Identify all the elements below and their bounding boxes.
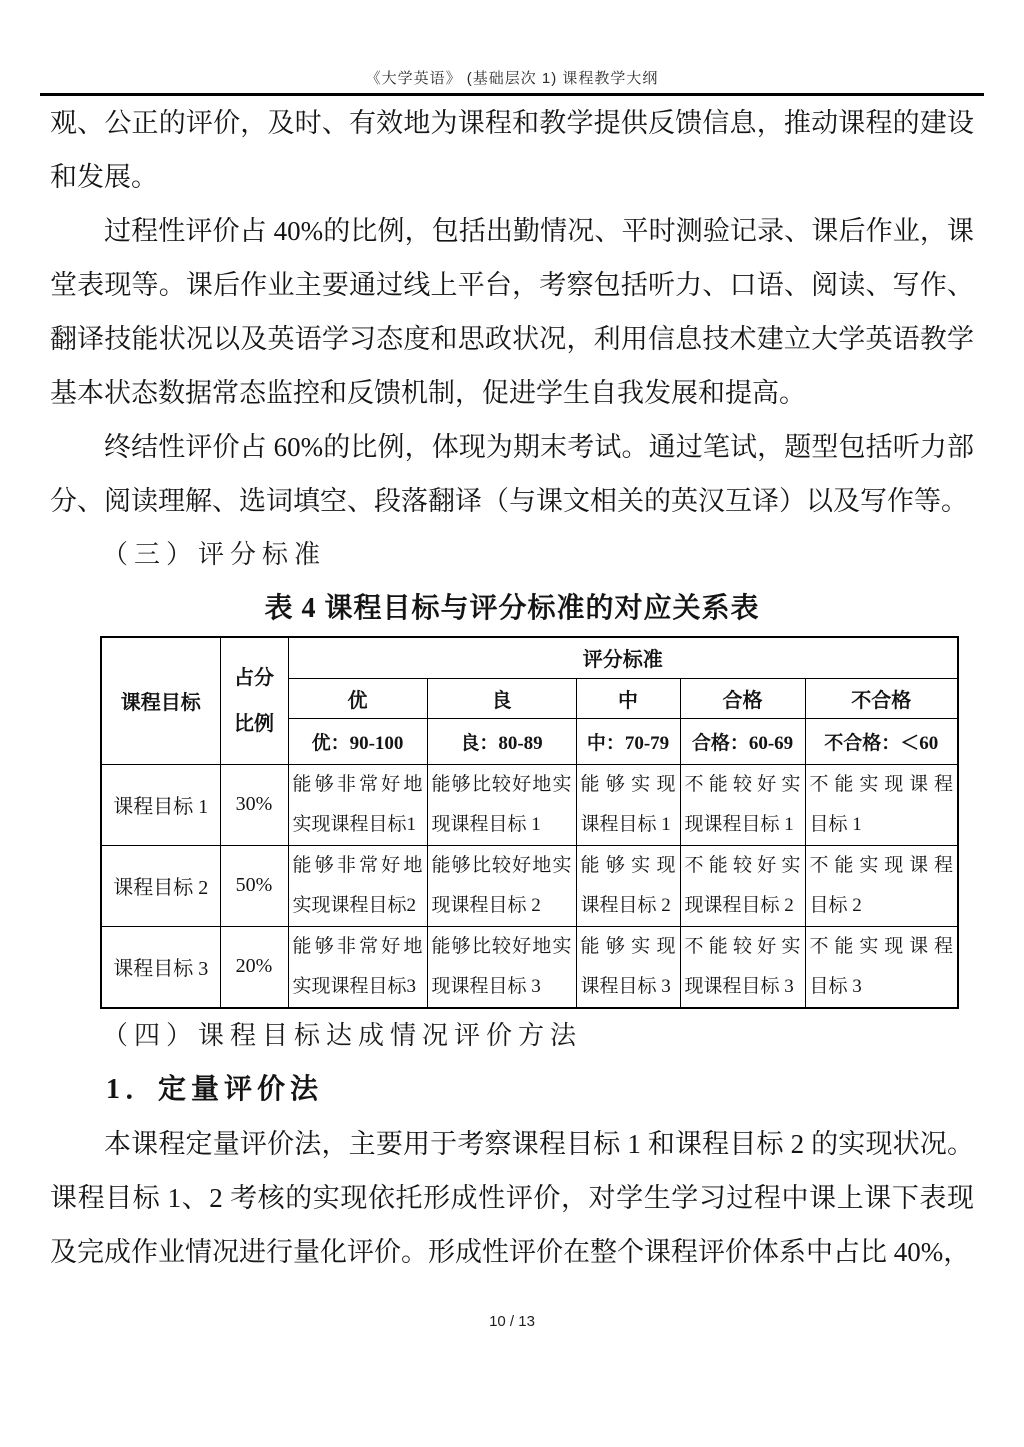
grade-cell: 能够非常好地 实现课程目标3 xyxy=(288,926,427,1008)
heading-achievement-evaluation-method: （四）课程目标达成情况评价方法 xyxy=(102,1020,583,1050)
grade-range-medium: 中：70-79 xyxy=(576,718,680,764)
grade-range-pass: 合格：60-69 xyxy=(680,718,805,764)
weight-cell: 20% xyxy=(220,926,288,1008)
grade-cell: 能够比较好地实 现课程目标 1 xyxy=(427,764,576,845)
goal-cell: 课程目标 2 xyxy=(101,845,220,926)
grade-cell: 不能较好实 现课程目标 2 xyxy=(680,845,805,926)
grade-header-excellent: 优 xyxy=(288,678,427,718)
grading-standards-table xyxy=(100,636,959,1009)
grade-range-fail: 不合格：＜60 xyxy=(805,718,958,764)
grade-cell: 不能较好实 现课程目标 1 xyxy=(680,764,805,845)
grade-header-fail: 不合格 xyxy=(805,678,958,718)
grade-range-good: 良：80-89 xyxy=(427,718,576,764)
paragraph-process-evaluation: 过程性评价占 40%的比例，包括出勤情况、平时测验记录、课后作业，课堂表现等。课后作业主要通过线上平台，考察包括听力、口语、阅读、写作、翻译技能状况以及英语学习态度和思政状况，利用信息技术建立大学英语教学基本状态数据常态监控和反馈机制，促进学生自我发展和提高。 xyxy=(50,216,974,408)
paragraph-evaluation-continuation: 观、公正的评价，及时、有效地为课程和教学提供反馈信息，推动课程的建设和发展。 xyxy=(50,108,974,192)
table-row-goal-2 xyxy=(101,845,958,926)
grade-cell: 能够非常好地 实现课程目标2 xyxy=(288,845,427,926)
grade-cell: 能够非常好地 实现课程目标1 xyxy=(288,764,427,845)
weight-cell: 30% xyxy=(220,764,288,845)
page-header xyxy=(40,0,984,96)
goal-cell: 课程目标 1 xyxy=(101,764,220,845)
grade-cell: 能够实现 课程目标 3 xyxy=(576,926,680,1008)
grade-header-pass: 合格 xyxy=(680,678,805,718)
heading-grading-standard: （三）评分标准 xyxy=(102,540,327,569)
page-number: 10 / 13 xyxy=(489,1312,535,1330)
grade-cell: 不能实现课程 目标 1 xyxy=(805,764,958,845)
page-content xyxy=(50,96,974,1279)
grade-header-good: 良 xyxy=(427,678,576,718)
grade-cell: 能够实现 课程目标 1 xyxy=(576,764,680,845)
col-header-weight: 占分 比例 xyxy=(220,637,288,764)
grade-cell: 能够实现 课程目标 2 xyxy=(576,845,680,926)
grade-cell: 不能较好实 现课程目标 3 xyxy=(680,926,805,1008)
col-header-grading-standard: 评分标准 xyxy=(288,637,958,678)
running-header-title: 《大学英语》 (基础层次 1) 课程教学大纲 xyxy=(365,70,659,87)
page-footer xyxy=(0,1313,1024,1330)
weight-cell: 50% xyxy=(220,845,288,926)
grade-range-excellent: 优：90-100 xyxy=(288,718,427,764)
paragraph-quantitative-method: 本课程定量评价法，主要用于考察课程目标 1 和课程目标 2 的实现状况。课程目标 1、2 考核的实现依托形成性评价，对学生学习过程中课上课下表现及完成作业情况进行量化评价。形成性评价在整个课程评价体系中占比 40%， xyxy=(50,1128,974,1267)
table-row-goal-1 xyxy=(101,764,958,845)
heading-quantitative-method: 1．定量评价法 xyxy=(106,1073,324,1105)
grade-cell: 不能实现课程 目标 2 xyxy=(805,845,958,926)
grade-header-medium: 中 xyxy=(576,678,680,718)
grade-cell: 不能实现课程 目标 3 xyxy=(805,926,958,1008)
grade-cell: 能够比较好地实 现课程目标 3 xyxy=(427,926,576,1008)
grade-cell: 能够比较好地实 现课程目标 2 xyxy=(427,845,576,926)
table-row-goal-3 xyxy=(101,926,958,1008)
col-header-course-goal: 课程目标 xyxy=(101,637,220,764)
paragraph-summative-evaluation: 终结性评价占 60%的比例，体现为期末考试。通过笔试，题型包括听力部分、阅读理解、选词填空、段落翻译（与课文相关的英汉互译）以及写作等。 xyxy=(50,432,974,516)
goal-cell: 课程目标 3 xyxy=(101,926,220,1008)
table-header-row-standard xyxy=(101,637,958,678)
table-4-title: 表 4 课程目标与评分标准的对应关系表 xyxy=(264,593,760,624)
